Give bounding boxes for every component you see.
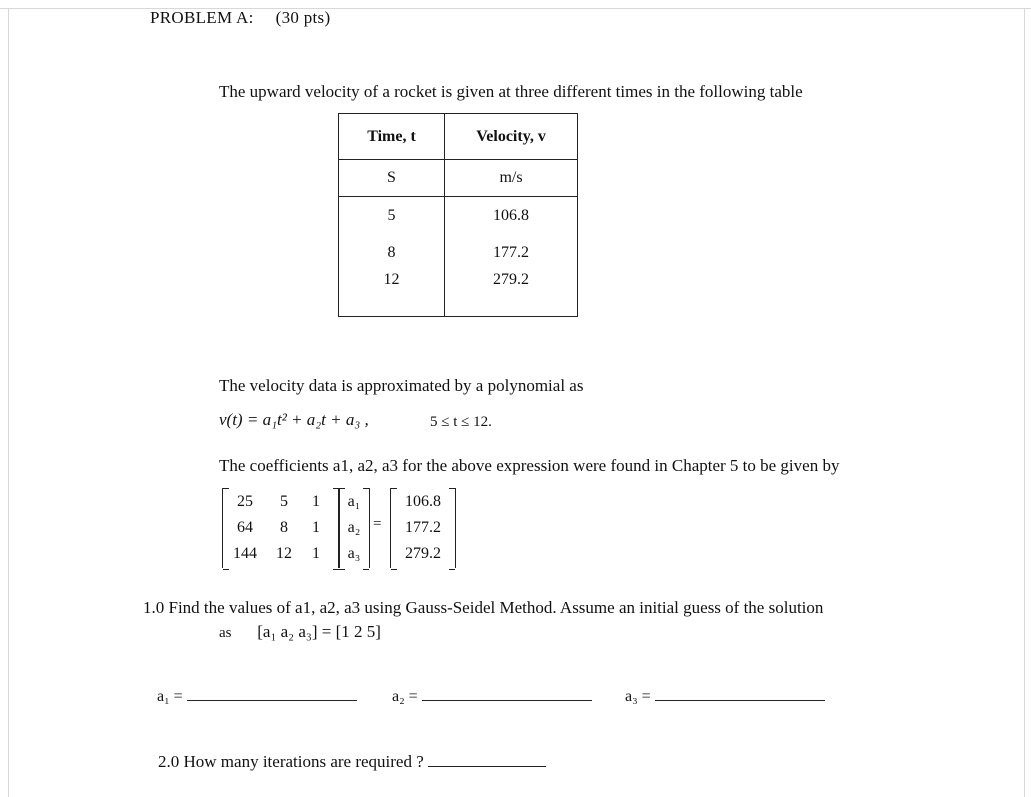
table-header-velocity: Velocity, v [445, 114, 578, 160]
table-unit-velocity: m/s [445, 160, 578, 197]
vector-cell: a₂ [347, 519, 361, 536]
table-cell-velocity: 279.2 [445, 271, 578, 317]
intro-text: The upward velocity of a rocket is given at three different times in the following table [219, 82, 803, 101]
answer-a3 [625, 684, 825, 706]
table-cell-time: 12 [339, 271, 445, 317]
answer-label: a₁ = [157, 688, 183, 705]
formula-range: 5 ≤ t ≤ 12. [430, 414, 492, 430]
equals-sign: = [373, 516, 382, 532]
vector-cell: 106.8 [405, 493, 441, 510]
polynomial-formula: v(t) = a₁t² + a₂t + a₃ , [219, 410, 369, 429]
answer-blank-a3[interactable] [655, 684, 825, 701]
answer-label: a₃ = [625, 688, 651, 705]
table-row [339, 197, 578, 235]
unknowns-vector [338, 488, 370, 568]
iterations-blank[interactable] [428, 750, 546, 767]
matrix-cell: 1 [312, 493, 320, 510]
table-unit-time: S [339, 160, 445, 197]
answer-a1 [157, 684, 357, 706]
page-left-edge [0, 8, 9, 797]
matrix-cell: 144 [233, 545, 257, 562]
approx-text: The velocity data is approximated by a polynomial as [219, 376, 584, 395]
table-row [339, 234, 578, 271]
table-cell-time: 8 [339, 234, 445, 271]
matrix-cell: 5 [280, 493, 288, 510]
matrix-cell: 8 [280, 519, 288, 536]
page-right-edge [1024, 8, 1031, 797]
vector-cell: a₃ [347, 545, 361, 562]
problem-label: PROBLEM A: [150, 8, 254, 27]
answer-label: a₂ = [392, 688, 418, 705]
coefficient-matrix [222, 488, 340, 568]
vector-cell: 177.2 [405, 519, 441, 536]
coefficients-text: The coefficients a1, a2, a3 for the above expression were found in Chapter 5 to be given by [219, 456, 840, 475]
table-row [339, 271, 578, 317]
answer-a2 [392, 684, 592, 706]
table-header-time: Time, t [339, 114, 445, 160]
table-cell-time: 5 [339, 197, 445, 235]
table-cell-velocity: 106.8 [445, 197, 578, 235]
problem-heading [150, 8, 330, 28]
question-2 [158, 750, 546, 772]
answer-blank-a2[interactable] [422, 684, 592, 701]
velocity-table [338, 113, 578, 317]
rhs-vector [390, 488, 456, 568]
matrix-cell: 12 [276, 545, 292, 562]
matrix-cell: 25 [237, 493, 253, 510]
answer-blank-a1[interactable] [187, 684, 357, 701]
matrix-cell: 64 [237, 519, 253, 536]
as-label: as [219, 625, 232, 641]
vector-cell: a₁ [347, 493, 361, 510]
matrix-cell: 1 [312, 519, 320, 536]
vector-cell: 279.2 [405, 545, 441, 562]
question-1-guess [219, 622, 381, 642]
guess-vector: [a₁ a₂ a₃] = [1 2 5] [257, 622, 381, 641]
points-label: (30 pts) [275, 8, 331, 27]
table-cell-velocity: 177.2 [445, 234, 578, 271]
matrix-cell: 1 [312, 545, 320, 562]
question-1: 1.0 Find the values of a1, a2, a3 using Gauss-Seidel Method. Assume an initial guess of the solution [143, 598, 824, 617]
question-2-text: 2.0 How many iterations are required ? [158, 752, 424, 771]
